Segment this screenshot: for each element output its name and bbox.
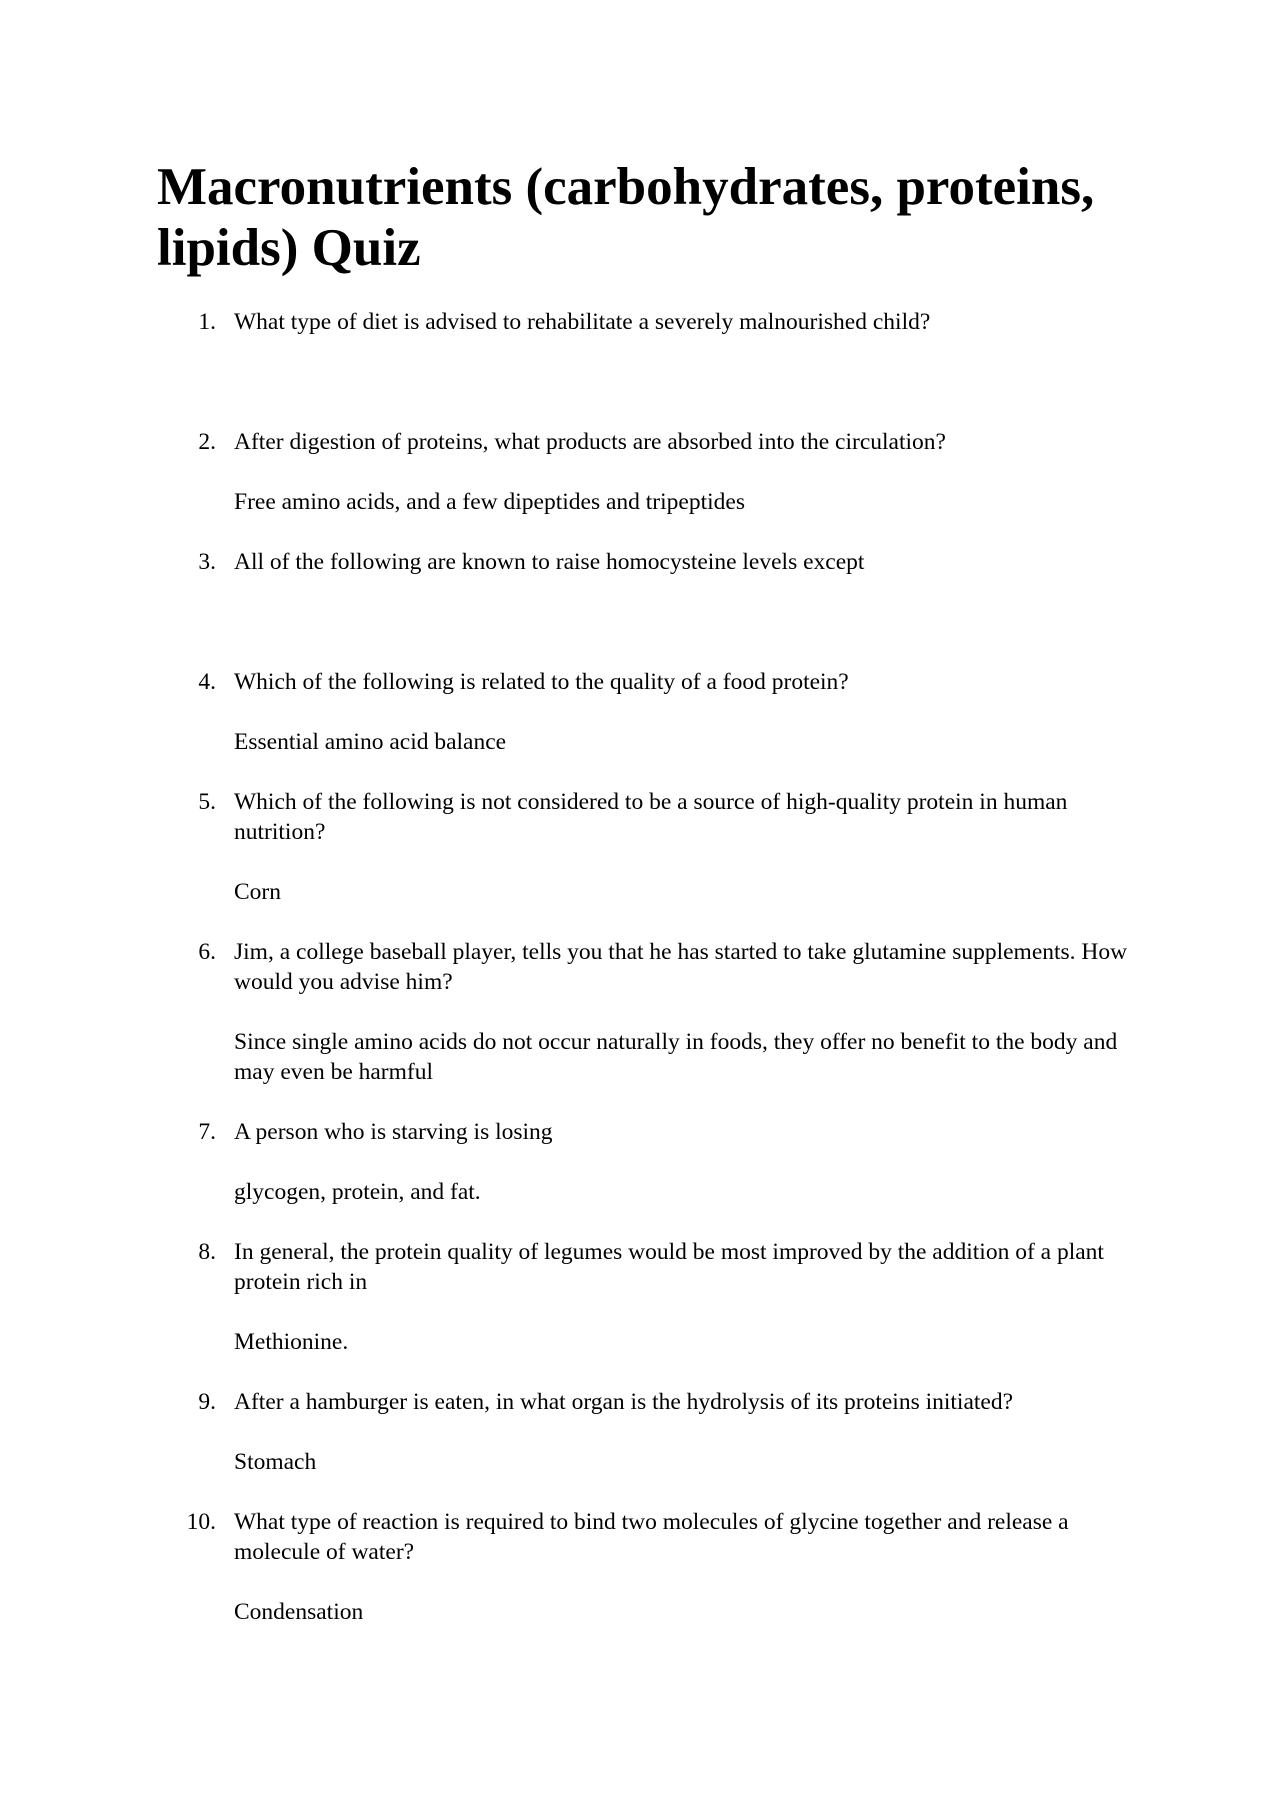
question-text: What type of reaction is required to bind two molecules of glycine together and release a molecule of water? xyxy=(234,1509,1069,1565)
question-text: What type of diet is advised to rehabilitate a severely malnourished child? xyxy=(234,309,931,335)
question-number: 1. xyxy=(198,309,216,335)
answer-text: Stomach xyxy=(234,1449,317,1475)
page-title: Macronutrients (carbohydrates, proteins, lipids) Quiz xyxy=(157,158,1095,277)
question-text: After digestion of proteins, what products are absorbed into the circulation? xyxy=(234,429,946,455)
question-number: 9. xyxy=(198,1389,216,1415)
question-text: In general, the protein quality of legumes would be most improved by the addition of a plant protein rich in xyxy=(234,1239,1104,1295)
question-number: 4. xyxy=(198,669,216,695)
answer-text: Since single amino acids do not occur naturally in foods, they offer no benefit to the body and may even be harmful xyxy=(234,1029,1118,1085)
answer-text: Condensation xyxy=(234,1599,364,1625)
question-text: After a hamburger is eaten, in what organ is the hydrolysis of its proteins initiated? xyxy=(234,1389,1014,1415)
question-number: 2. xyxy=(198,429,216,455)
question-number: 8. xyxy=(198,1239,216,1265)
question-text: Which of the following is not considered to be a source of high-quality protein in human nutrition? xyxy=(234,789,1068,845)
answer-text: Free amino acids, and a few dipeptides and tripeptides xyxy=(234,489,745,515)
question-text: Jim, a college baseball player, tells you that he has started to take glutamine supplements. How would you advise him? xyxy=(234,939,1128,995)
question-number: 10. xyxy=(186,1509,216,1535)
question-number: 6. xyxy=(198,939,216,965)
question-number: 7. xyxy=(198,1119,216,1145)
answer-text: Corn xyxy=(234,879,281,905)
question-text: Which of the following is related to the quality of a food protein? xyxy=(234,669,849,695)
answer-text: Essential amino acid balance xyxy=(234,729,507,755)
question-text: All of the following are known to raise homocysteine levels except xyxy=(234,549,865,575)
answer-text: Methionine. xyxy=(234,1329,349,1355)
question-text: A person who is starving is losing xyxy=(234,1119,553,1145)
answer-text: glycogen, protein, and fat. xyxy=(234,1179,481,1205)
question-number: 3. xyxy=(198,549,216,575)
question-number: 5. xyxy=(198,789,216,815)
